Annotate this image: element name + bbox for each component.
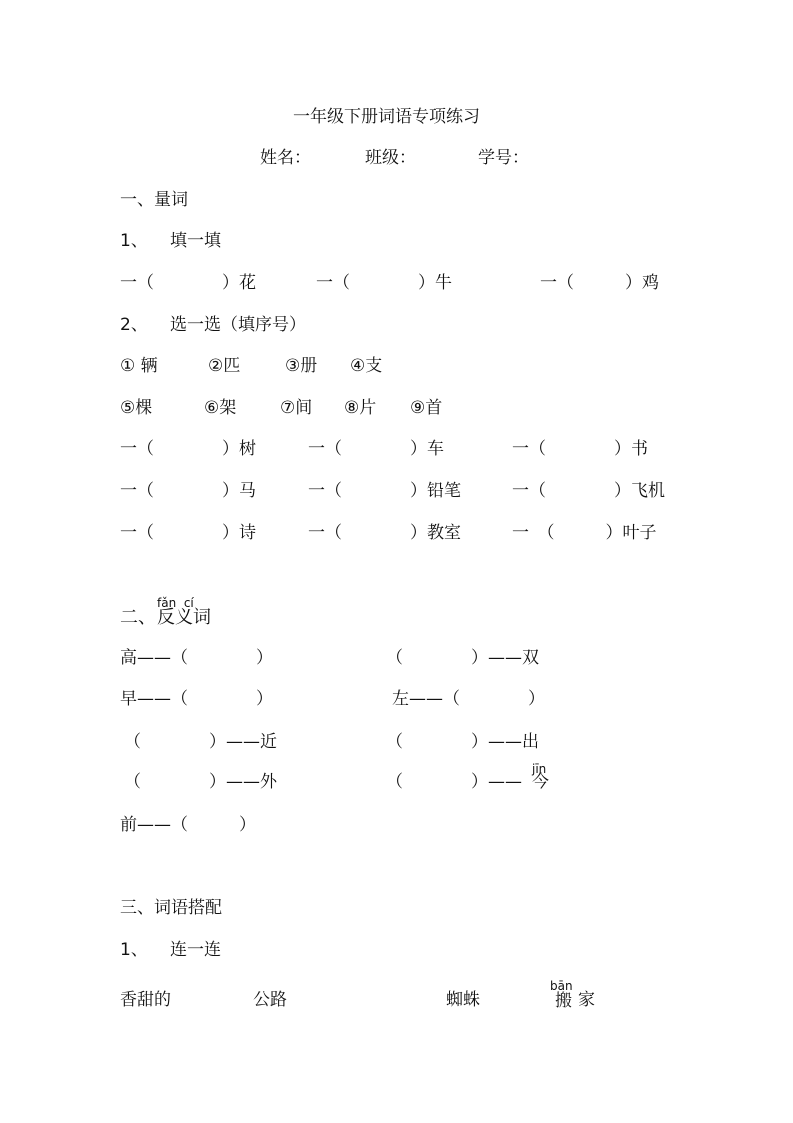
- q2-label: 2、: [120, 315, 148, 335]
- measure-word-item: 一（ ）鸡: [540, 273, 659, 293]
- match-word-char: 搬: [555, 991, 572, 1011]
- fill-item: 一（ ）诗: [120, 523, 256, 543]
- s3-q1-text: 连一连: [170, 940, 221, 960]
- q2-text: 选一选（填序号）: [170, 315, 306, 335]
- match-word-char: 家: [578, 990, 595, 1010]
- antonym-item: （ ）——外: [124, 772, 277, 792]
- option-item: ④支: [350, 356, 383, 376]
- fill-item: 一 （ ）叶子: [512, 523, 657, 543]
- fill-item: 一（ ）铅笔: [308, 481, 461, 501]
- class-label: 班级：: [365, 148, 416, 168]
- antonym-item: （ ）——近: [124, 732, 277, 752]
- fill-item: 一（ ）马: [120, 481, 256, 501]
- antonym-item: （ ）——双: [386, 648, 539, 668]
- match-word: 蜘蛛: [446, 990, 480, 1010]
- antonym-item: 左——（ ）: [392, 689, 545, 709]
- section1-heading: 一、量词: [120, 190, 188, 210]
- fill-item: 一（ ）教室: [308, 523, 461, 543]
- option-item: ③册: [285, 356, 318, 376]
- s3-q1-label: 1、: [120, 940, 148, 960]
- antonym-pinyin: jīn: [532, 762, 547, 776]
- antonym-item: 高——（ ）: [120, 648, 273, 668]
- section2-heading-pinyin: fǎn cí: [157, 596, 194, 610]
- option-item: ⑤棵: [120, 398, 153, 418]
- antonym-char: 今: [532, 772, 549, 792]
- antonym-item: （ ）——出: [386, 732, 539, 752]
- fill-item: 一（ ）车: [308, 439, 444, 459]
- measure-word-item: 一（ ）牛: [316, 273, 452, 293]
- q1-text: 填一填: [170, 231, 221, 251]
- option-item: ① 辆: [120, 356, 158, 376]
- match-word: 香甜的: [120, 990, 171, 1010]
- student-number-label: 学号：: [478, 148, 529, 168]
- option-item: ②匹: [208, 356, 241, 376]
- q1-label: 1、: [120, 231, 148, 251]
- section2-heading-prefix: 二、: [120, 607, 156, 628]
- fill-item: 一（ ）树: [120, 439, 256, 459]
- name-label: 姓名：: [260, 148, 311, 168]
- antonym-item: 前——（ ）: [120, 815, 256, 835]
- fill-item: 一（ ）书: [512, 439, 648, 459]
- fill-item: 一（ ）飞机: [512, 481, 665, 501]
- antonym-item: 早——（ ）: [120, 689, 273, 709]
- measure-word-item: 一（ ）花: [120, 273, 256, 293]
- option-item: ⑥架: [204, 398, 237, 418]
- match-word-pinyin: bān: [550, 979, 573, 993]
- option-item: ⑦间: [280, 398, 313, 418]
- page-title: 一年级下册词语专项练习: [293, 107, 480, 127]
- section2-heading-word: 反义词: [157, 607, 211, 628]
- option-item: ⑨首: [410, 398, 443, 418]
- option-item: ⑧片: [344, 398, 377, 418]
- match-word: 公路: [253, 990, 287, 1010]
- section3-heading: 三、词语搭配: [120, 898, 222, 918]
- antonym-item: （ ）——: [386, 772, 522, 792]
